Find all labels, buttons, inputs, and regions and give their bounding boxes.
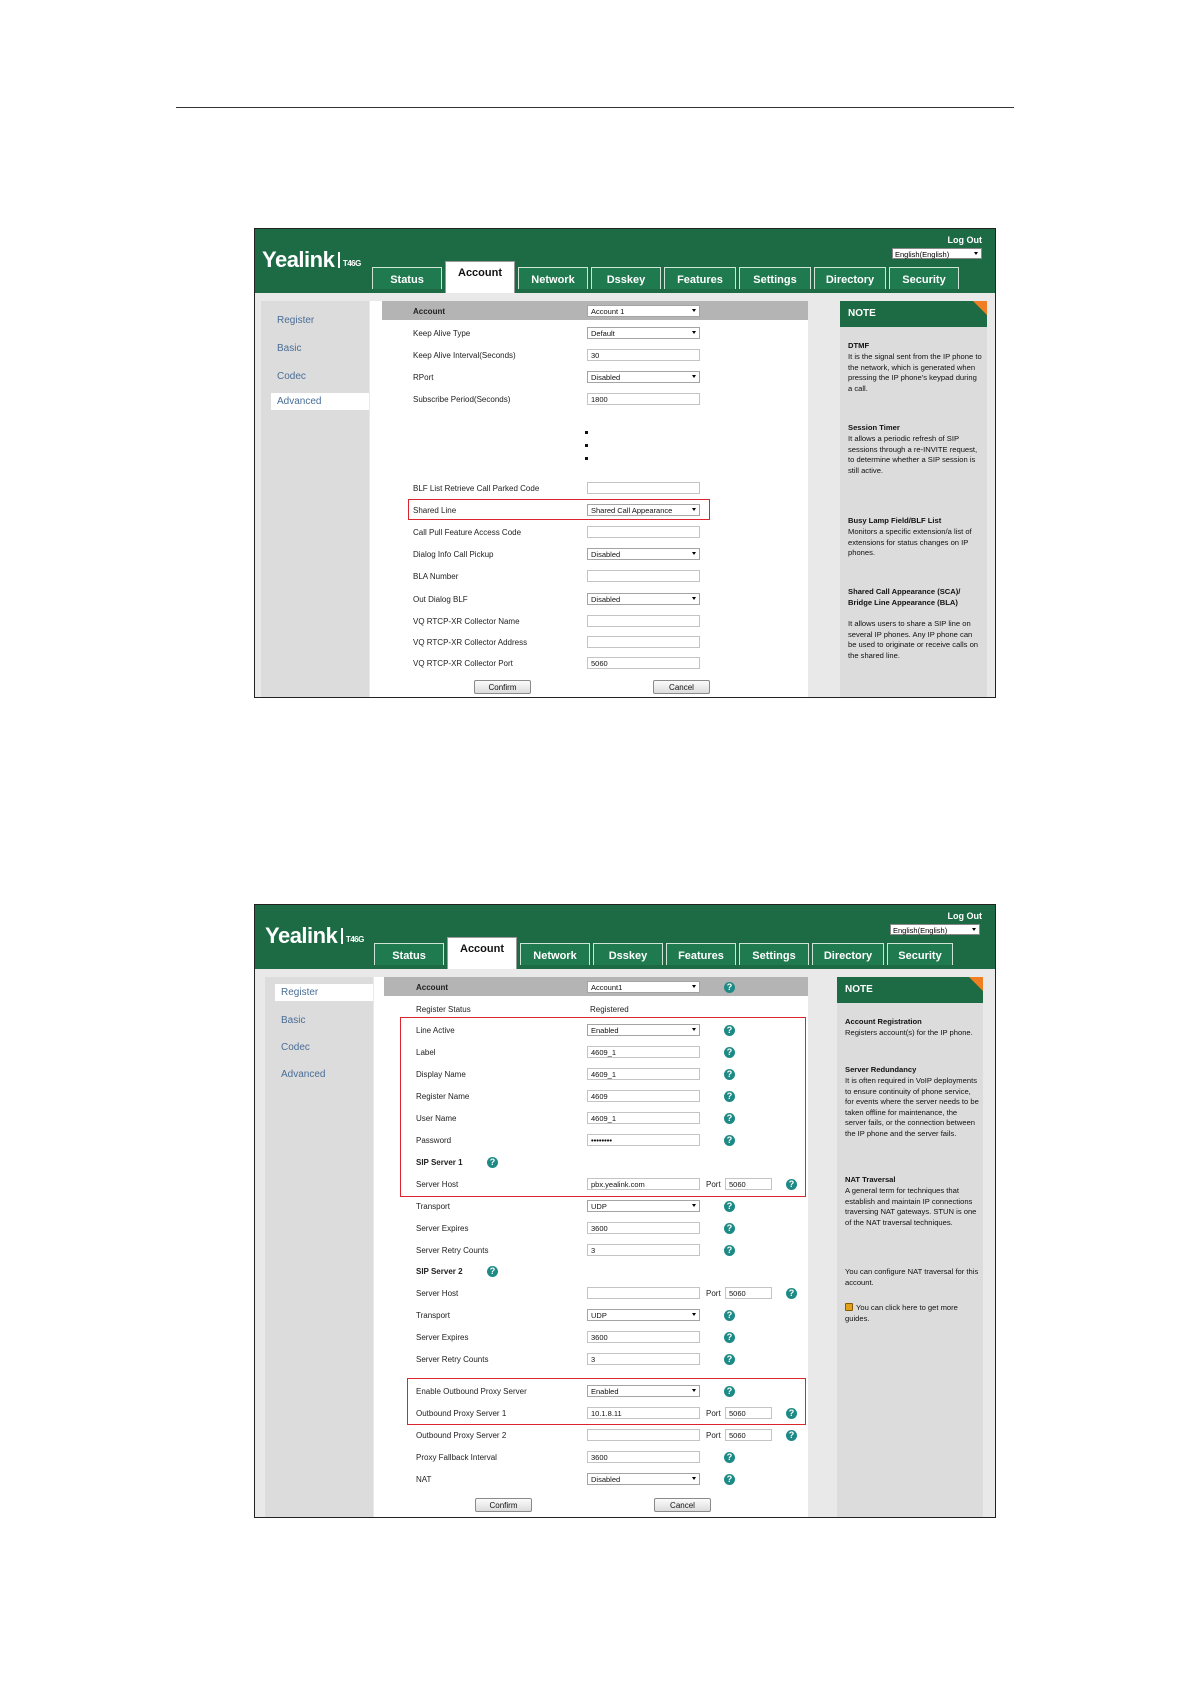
sip2-server-host-label: Server Host xyxy=(416,1289,459,1298)
register-name-input[interactable]: 4609 xyxy=(587,1090,700,1102)
screenshot-advanced-settings xyxy=(254,228,996,698)
help-icon[interactable]: ? xyxy=(724,1386,735,1397)
sip1-retry-counts-label: Server Retry Counts xyxy=(416,1246,489,1255)
help-icon[interactable]: ? xyxy=(724,1452,735,1463)
note-heading: Session Timer xyxy=(848,423,900,432)
tab-dsskey[interactable]: Dsskey xyxy=(591,267,661,289)
ellipsis-dot xyxy=(585,444,588,447)
label-label: Label xyxy=(416,1048,436,1057)
sidebar xyxy=(261,301,369,697)
help-icon[interactable]: ? xyxy=(724,1474,735,1485)
display-name-label: Display Name xyxy=(416,1070,466,1079)
note-text: Monitors a specific extension/a list of extensions for status changes on IP phones. xyxy=(848,527,972,557)
out-dialog-blf-select[interactable]: Disabled xyxy=(587,593,700,605)
language-select[interactable]: English(English) xyxy=(890,924,980,935)
call-pull-code-input[interactable] xyxy=(587,526,700,538)
vq-collector-address-input[interactable] xyxy=(587,636,700,648)
tab-security[interactable]: Security xyxy=(887,943,953,965)
note-heading: Account Registration xyxy=(845,1017,922,1026)
help-icon[interactable]: ? xyxy=(786,1430,797,1441)
highlight-account-fields xyxy=(400,1017,806,1197)
outbound-proxy-2-input[interactable] xyxy=(587,1429,700,1441)
rport-label: RPort xyxy=(413,373,434,382)
sip2-transport-select[interactable]: UDP xyxy=(587,1309,700,1321)
help-icon[interactable]: ? xyxy=(786,1179,797,1190)
tab-account[interactable]: Account xyxy=(447,937,517,969)
help-icon[interactable]: ? xyxy=(724,1069,735,1080)
logout-link[interactable]: Log Out xyxy=(947,911,982,921)
proxy-fallback-input[interactable]: 3600 xyxy=(587,1451,700,1463)
sip1-server-host-label: Server Host xyxy=(416,1180,459,1189)
note-corner-icon xyxy=(969,977,983,991)
dialog-info-pickup-label: Dialog Info Call Pickup xyxy=(413,550,494,559)
register-name-label: Register Name xyxy=(416,1092,470,1101)
sip1-transport-label: Transport xyxy=(416,1202,450,1211)
sip1-server-host-input[interactable]: pbx.yealink.com xyxy=(587,1178,700,1190)
help-icon[interactable]: ? xyxy=(786,1288,797,1299)
note-heading: Shared Call Appearance (SCA)/ Bridge Line Appearance (BLA) xyxy=(848,587,961,607)
account-label: Account xyxy=(416,983,448,992)
password-label: Password xyxy=(416,1136,452,1145)
sip2-port-label: Port xyxy=(706,1289,721,1298)
label-input[interactable]: 4609_1 xyxy=(587,1046,700,1058)
tab-network[interactable]: Network xyxy=(518,267,588,289)
guide-icon xyxy=(845,1303,853,1311)
sidebar-item-basic[interactable]: Basic xyxy=(281,1015,306,1026)
top-bar xyxy=(255,905,995,969)
line-active-select[interactable]: Enabled xyxy=(587,1024,700,1036)
vq-collector-address-label: VQ RTCP-XR Collector Address xyxy=(413,638,528,647)
yealink-logo: Yealink T46G xyxy=(262,247,361,272)
help-icon[interactable]: ? xyxy=(487,1266,498,1277)
help-icon[interactable]: ? xyxy=(487,1157,498,1168)
sip2-server-expires-label: Server Expires xyxy=(416,1333,469,1342)
tab-status[interactable]: Status xyxy=(372,267,442,289)
highlight-outbound-proxy xyxy=(407,1378,806,1425)
sidebar-item-register[interactable]: Register xyxy=(275,984,373,1001)
sidebar-item-register[interactable]: Register xyxy=(277,315,315,326)
tab-network[interactable]: Network xyxy=(520,943,590,965)
yealink-logo: Yealink T46G xyxy=(265,923,364,948)
sip1-server-expires-input[interactable]: 3600 xyxy=(587,1222,700,1234)
note-title: NOTE xyxy=(840,301,987,327)
sip-server-1-title: SIP Server 1 xyxy=(416,1158,463,1167)
tab-status[interactable]: Status xyxy=(374,943,444,965)
enable-outbound-proxy-select[interactable]: Enabled xyxy=(587,1385,700,1397)
help-icon[interactable]: ? xyxy=(724,1332,735,1343)
nat-label: NAT xyxy=(416,1475,432,1484)
register-status-value: Registered xyxy=(590,1005,629,1014)
keep-alive-interval-label: Keep Alive Interval(Seconds) xyxy=(413,351,516,360)
keep-alive-interval-input[interactable]: 30 xyxy=(587,349,700,361)
note-text: It is the signal sent from the IP phone to the network, which is generated when pressing the IP phone's keypad during a call. xyxy=(848,352,982,393)
keep-alive-type-label: Keep Alive Type xyxy=(413,329,471,338)
sidebar-item-advanced[interactable]: Advanced xyxy=(271,393,369,410)
note-extra-text: You can configure NAT traversal for this account. xyxy=(845,1267,979,1287)
proxy1-port-input[interactable]: 5060 xyxy=(725,1407,772,1419)
sip1-port-input[interactable]: 5060 xyxy=(725,1178,772,1190)
logout-link[interactable]: Log Out xyxy=(947,235,982,245)
note-corner-icon xyxy=(973,301,987,315)
out-dialog-blf-label: Out Dialog BLF xyxy=(413,595,468,604)
vq-collector-name-label: VQ RTCP-XR Collector Name xyxy=(413,617,520,626)
help-icon[interactable]: ? xyxy=(724,1047,735,1058)
bla-number-input[interactable] xyxy=(587,570,700,582)
proxy1-port-label: Port xyxy=(706,1409,721,1418)
highlight-shared-line xyxy=(408,499,710,520)
subscribe-period-input[interactable]: 1800 xyxy=(587,393,700,405)
cancel-button[interactable]: Cancel xyxy=(654,1498,711,1512)
display-name-input[interactable]: 4609_1 xyxy=(587,1068,700,1080)
tab-features[interactable]: Features xyxy=(664,267,736,289)
blf-list-retrieve-label: BLF List Retrieve Call Parked Code xyxy=(413,484,540,493)
tab-features[interactable]: Features xyxy=(666,943,736,965)
password-input[interactable]: •••••••• xyxy=(587,1134,700,1146)
vq-collector-port-input[interactable]: 5060 xyxy=(587,657,700,669)
sip-server-2-title: SIP Server 2 xyxy=(416,1267,463,1276)
help-icon[interactable]: ? xyxy=(786,1408,797,1419)
note-text: A general term for techniques that establish and maintain IP connections traversing NAT gateways. STUN is one of the NAT traversal techniques. xyxy=(845,1186,977,1227)
sidebar-item-basic[interactable]: Basic xyxy=(277,343,302,354)
user-name-label: User Name xyxy=(416,1114,457,1123)
call-pull-code-label: Call Pull Feature Access Code xyxy=(413,528,522,537)
note-heading: NAT Traversal xyxy=(845,1175,896,1184)
note-heading: Busy Lamp Field/BLF List xyxy=(848,516,942,525)
help-icon[interactable]: ? xyxy=(724,1201,735,1212)
line-active-label: Line Active xyxy=(416,1026,455,1035)
sidebar-item-advanced[interactable]: Advanced xyxy=(281,1069,326,1080)
note-text: It is often required in VoIP deployments to ensure continuity of phone service, for events where the server needs to be taken offline for maintenance, the server fails, or the connection between the IP phone and the server fails. xyxy=(845,1076,979,1138)
sip1-port-label: Port xyxy=(706,1180,721,1189)
note-text: It allows a periodic refresh of SIP sessions through a re-INVITE request, to determine whether a SIP session is still active. xyxy=(848,434,978,475)
note-text: Registers account(s) for the IP phone. xyxy=(845,1028,973,1037)
bla-number-label: BLA Number xyxy=(413,572,459,581)
proxy-fallback-label: Proxy Fallback Interval xyxy=(416,1453,497,1462)
sip2-transport-label: Transport xyxy=(416,1311,450,1320)
subscribe-period-label: Subscribe Period(Seconds) xyxy=(413,395,511,404)
register-status-label: Register Status xyxy=(416,1005,471,1014)
note-heading: DTMF xyxy=(848,341,870,350)
tab-dsskey[interactable]: Dsskey xyxy=(593,943,663,965)
outbound-proxy-1-label: Outbound Proxy Server 1 xyxy=(416,1409,507,1418)
account-select[interactable]: Account 1 xyxy=(587,305,700,317)
note-title: NOTE xyxy=(837,977,983,1003)
help-icon[interactable]: ? xyxy=(724,1354,735,1365)
vq-collector-port-label: VQ RTCP-XR Collector Port xyxy=(413,659,513,668)
vq-collector-name-input[interactable] xyxy=(587,615,700,627)
keep-alive-type-select[interactable]: Default xyxy=(587,327,700,339)
help-icon[interactable]: ? xyxy=(724,1025,735,1036)
enable-outbound-proxy-label: Enable Outbound Proxy Server xyxy=(416,1387,527,1396)
outbound-proxy-1-input[interactable]: 10.1.8.11 xyxy=(587,1407,700,1419)
tab-account[interactable]: Account xyxy=(445,261,515,293)
help-icon[interactable]: ? xyxy=(724,982,735,993)
page-header-rule xyxy=(176,107,1014,108)
sip2-server-host-input[interactable] xyxy=(587,1287,700,1299)
nat-select[interactable]: Disabled xyxy=(587,1473,700,1485)
tab-settings[interactable]: Settings xyxy=(739,267,811,289)
note-tip[interactable]: You can click here to get more guides. xyxy=(845,1303,958,1323)
tab-security[interactable]: Security xyxy=(889,267,959,289)
sip1-retry-counts-input[interactable]: 3 xyxy=(587,1244,700,1256)
help-icon[interactable]: ? xyxy=(724,1135,735,1146)
top-bar xyxy=(255,229,995,293)
account-select[interactable]: Account1 xyxy=(587,981,700,993)
proxy2-port-input[interactable]: 5060 xyxy=(725,1429,772,1441)
language-select[interactable]: English(English) xyxy=(892,248,982,259)
ellipsis-dot xyxy=(585,431,588,434)
shared-line-label: Shared Line xyxy=(413,506,457,515)
dialog-info-pickup-select[interactable]: Disabled xyxy=(587,548,700,560)
sip2-retry-counts-input[interactable]: 3 xyxy=(587,1353,700,1365)
help-icon[interactable]: ? xyxy=(724,1091,735,1102)
note-panel xyxy=(840,301,987,697)
register-form xyxy=(374,977,808,1517)
sip1-transport-select[interactable]: UDP xyxy=(587,1200,700,1212)
sip2-server-expires-input[interactable]: 3600 xyxy=(587,1331,700,1343)
ellipsis-dot xyxy=(585,457,588,460)
cancel-button[interactable]: Cancel xyxy=(653,680,710,694)
sidebar xyxy=(265,977,373,1517)
help-icon[interactable]: ? xyxy=(724,1113,735,1124)
tab-settings[interactable]: Settings xyxy=(739,943,809,965)
help-icon[interactable]: ? xyxy=(724,1310,735,1321)
account-label: Account xyxy=(413,307,445,316)
tab-directory[interactable]: Directory xyxy=(814,267,886,289)
outbound-proxy-2-label: Outbound Proxy Server 2 xyxy=(416,1431,507,1440)
blf-list-retrieve-input[interactable] xyxy=(587,482,700,494)
tab-directory[interactable]: Directory xyxy=(812,943,884,965)
advanced-form xyxy=(370,301,808,697)
note-text: It allows users to share a SIP line on several IP phones. Any IP phone can be used to originate or receive calls on the shared line. xyxy=(848,619,979,660)
rport-select[interactable]: Disabled xyxy=(587,371,700,383)
note-heading: Server Redundancy xyxy=(845,1065,917,1074)
proxy2-port-label: Port xyxy=(706,1431,721,1440)
shared-line-select[interactable]: Shared Call Appearance xyxy=(587,504,700,516)
sip2-port-input[interactable]: 5060 xyxy=(725,1287,772,1299)
sidebar-item-codec[interactable]: Codec xyxy=(281,1042,310,1053)
confirm-button[interactable]: Confirm xyxy=(475,1498,532,1512)
confirm-button[interactable]: Confirm xyxy=(474,680,531,694)
user-name-input[interactable]: 4609_1 xyxy=(587,1112,700,1124)
screenshot-register-settings xyxy=(254,904,996,1518)
sip1-server-expires-label: Server Expires xyxy=(416,1224,469,1233)
sidebar-item-codec[interactable]: Codec xyxy=(277,371,306,382)
note-panel xyxy=(837,977,983,1517)
help-icon[interactable]: ? xyxy=(724,1223,735,1234)
sip2-retry-counts-label: Server Retry Counts xyxy=(416,1355,489,1364)
help-icon[interactable]: ? xyxy=(724,1245,735,1256)
